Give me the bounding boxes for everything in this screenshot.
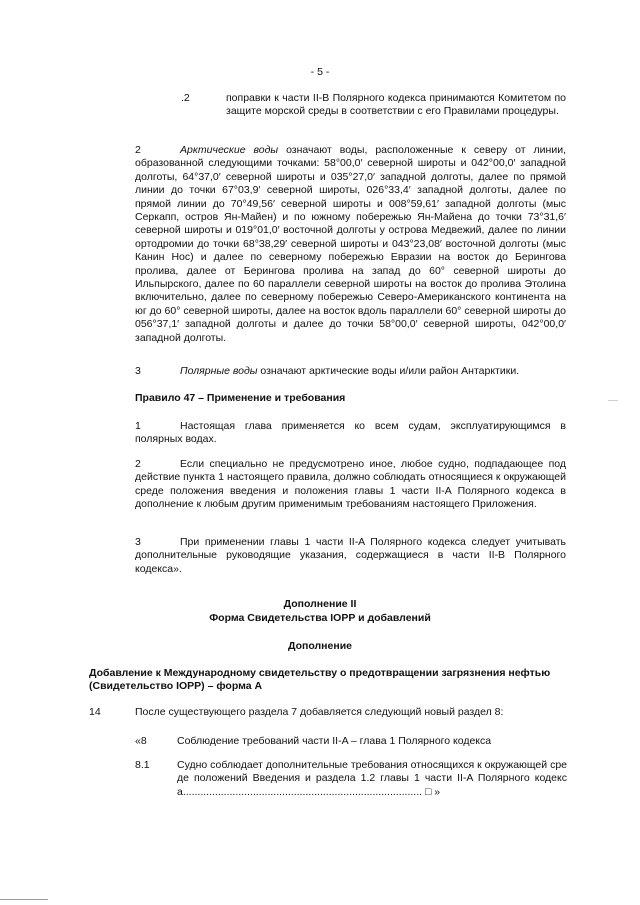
para-3-number: 3: [135, 365, 141, 377]
bottom-edge-line: [0, 899, 48, 900]
rule-47-p3-text: При применении главы 1 части II-A Полярного кодекса следует учитывать дополнительные руководящие указания, содержащиеся в части II-B Полярного кодекса».: [135, 536, 566, 575]
appendix-subtitle: Форма Свидетельства IOPP и добавлений: [209, 612, 431, 624]
para-2-text: [135, 144, 566, 345]
para-3-text: [135, 365, 566, 378]
rule-47-p3-number: 3: [135, 536, 141, 548]
rule-47-p2-number: 2: [135, 458, 141, 470]
item-14-number: 14: [89, 706, 101, 718]
appendix-label: Дополнение: [287, 640, 352, 652]
para-2-term: Арктические воды: [180, 144, 279, 156]
page-number: - 5 -: [310, 66, 330, 78]
rule-47-p1-number: 1: [135, 420, 141, 432]
para-3-term: Полярные воды: [180, 365, 258, 377]
supplement-heading: Добавление к Международному свидетельству о предотвращении загрязнения нефтью (Свидетельство IOPP) – форма A: [89, 667, 551, 693]
rule-47-p1-text: Настоящая глава применяется ко всем судам, эксплуатирующимся в полярных водах.: [135, 420, 566, 446]
para-3-body: означают арктические воды и/или район Антарктики.: [257, 365, 520, 377]
section-8-1-number: 8.1: [135, 759, 150, 771]
section-8-number: «8: [135, 735, 147, 747]
item-14-text: После существующего раздела 7 добавляется следующий новый раздел 8:: [135, 706, 504, 718]
margin-mark: [608, 400, 618, 401]
appendix-title: Дополнение II: [283, 598, 357, 610]
section-8-title: Соблюдение требований части II-A – глава 1 Полярного кодекса: [177, 735, 492, 747]
rule-47-heading: Правило 47 – Применение и требования: [135, 392, 346, 404]
rule-47-p2-text: Если специально не предусмотрено иное, любое судно, подпадающее под действие пункта 1 настоящего правила, должно соблюдать относящиеся к окружающей среде положения введения и положения главы 1 части II-A Полярного кодекса в дополнение к любым другим применимым требованиям настоящего Приложения.: [135, 458, 566, 511]
para-2-number: 2: [135, 144, 141, 156]
item-2-sub-text: поправки к части II-B Полярного кодекса принимаются Комитетом по защите морской среды в соответствии с его Правилами процедуры.: [226, 92, 566, 118]
section-8-1-text: Судно соблюдает дополнительные требования относящихся к окружающей среде положений Введения и раздела 1.2 главы 1 части II-A Полярного кодекса.................................................................................. □ »: [177, 759, 567, 798]
para-2-body: означают воды, расположенные к северу от линии, образованной следующими точками: 58°00,0′ северной широты и 042°00,0′ западной долготы, 64°37,0′ северной широты и 035°27,0′ западной долготы, далее по прямой линии до точки 67°03,9′ северной широты, 026°33,4′ западной долготы, далее по прямой линии до 70°49,56′ северной широты и 008°59,61′ западной долготы (мыс Серкапп, остров Ян-Майен) и по южному побережью Ян-Майена до точки 73°31,6′ северной широты и 019°01,0′ восточной долготы у острова Медвежий, далее по линии ортодромии до точки 68°38,29′ северной широты и 043°23,08′ восточной долготы (мыс Канин Нос) и далее по северному побережью Евразии на восток до Берингова пролива, далее от Берингова пролива на запад до 60° северной широты до Ильпырского, далее по 60 параллели северной широты на восток до пролива Этолина включительно, далее по северному побережью Северо-Американского континента на юг до 60° северной широты, далее на восток вдоль параллели 60° северной широты до 056°37,1′ западной долготы и далее до точки 58°00,0′ северной широты, 042°00,0′ западной долготы.: [135, 144, 566, 344]
item-2-sub-number: .2: [181, 92, 190, 104]
